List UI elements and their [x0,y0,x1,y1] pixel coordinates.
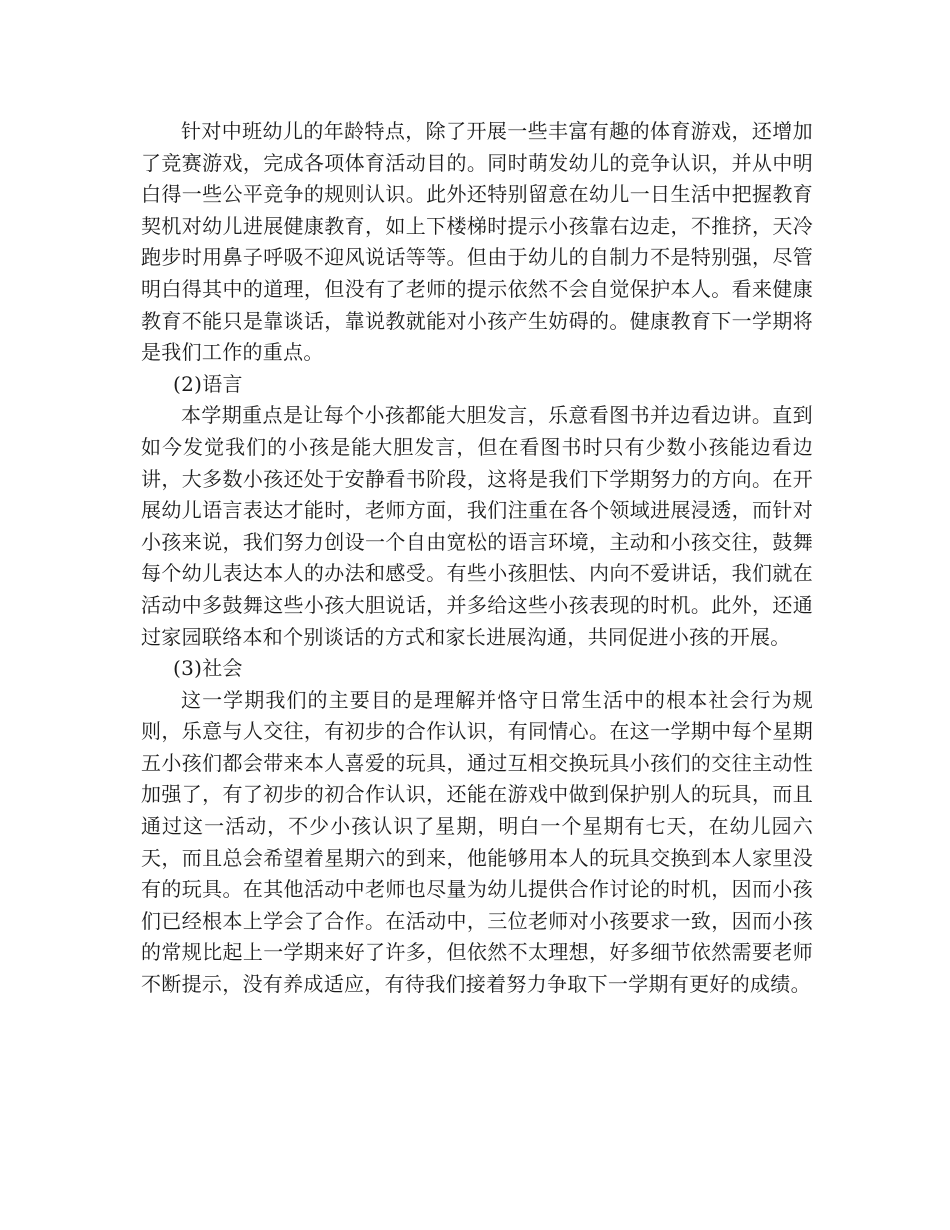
paragraph-language: 本学期重点是让每个小孩都能大胆发言，乐意看图书并边看边讲。直到如今发觉我们的小孩是能大胆发言，但在看图书时只有少数小孩能边看边讲，大多数小孩还处于安静看书阶段，这将是我们下学期努力的方向。在开展幼儿语言表达才能时，老师方面，我们注重在各个领域进展浸透，而针对小孩来说，我们努力创设一个自由宽松的语言环境，主动和小孩交往，鼓舞每个幼儿表达本人的办法和感受。有些小孩胆怯、内向不爱讲话，我们就在活动中多鼓舞这些小孩大胆说话，并多给这些小孩表现的时机。此外，还通过家园联络本和个别谈话的方式和家长进展沟通，共同促进小孩的开展。 [141,403,813,649]
paragraph-society: 这一学期我们的主要目的是理解并恪守日常生活中的根本社会行为规则，乐意与人交往，有初步的合作认识，有同情心。在这一学期中每个星期五小孩们都会带来本人喜爱的玩具，通过互相交换玩具小孩们的交往主动性加强了，有了初步的初合作认识，还能在游戏中做到保护别人的玩具，而且通过这一活动，不少小孩认识了星期，明白一个星期有七天，在幼儿园六天，而且总会希望着星期六的到来，他能够用本人的玩具交换到本人家里没有的玩具。在其他活动中老师也尽量为幼儿提供合作讨论的时机，因而小孩们已经根本上学会了合作。在活动中，三位老师对小孩要求一致，因而小孩的常规比起上一学期来好了许多，但依然不太理想，好多细节依然需要老师不断提示，没有养成适应，有待我们接着努力争取下一学期有更好的成绩。 [141,687,813,997]
section-heading-society: (3)社会 [173,656,243,681]
section-heading-language: (2)语言 [173,371,243,396]
paragraph-health: 针对中班幼儿的年龄特点，除了开展一些丰富有趣的体育游戏，还增加了竞赛游戏，完成各项体育活动目的。同时萌发幼儿的竞争认识，并从中明白得一些公平竞争的规则认识。此外还特别留意在幼儿一日生活中把握教育契机对幼儿进展健康教育，如上下楼梯时提示小孩靠右边走，不推挤，天冷跑步时用鼻子呼吸不迎风说话等等。但由于幼儿的自制力不是特别强，尽管明白得其中的道理，但没有了老师的提示依然不会自觉保护本人。看来健康教育不能只是靠谈话，靠说教就能对小孩产生妨碍的。健康教育下一学期将是我们工作的重点。 [141,119,813,365]
document-body [141,116,813,1001]
